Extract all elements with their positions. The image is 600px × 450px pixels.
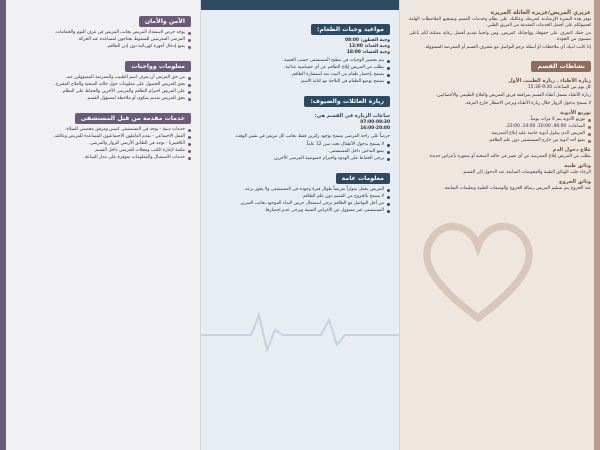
visits-description: حرصاً على راحة المرضى يسمح بوجود زائرين فقط بجانب كل مريض في نفس الوقت. xyxy=(234,134,390,139)
list-item: يمنع إدخال أجهزة كهربائية دون إذن الطاقم. xyxy=(9,44,191,50)
safety-title: الأمن والأمان xyxy=(139,16,191,27)
list-item: يحق للمريض تقديم شكوى أو ملاحظة لمسؤول القسم. xyxy=(9,96,191,102)
general-title: معلومات عامة xyxy=(336,173,390,184)
intro-paragraph-1: توفر هذه النشرة الإرشادية لتعريفك وعائلتك على نظام وخدمات القسم وتشجيع الملاحظات الهامة لحصولكم على أفضل الخدمات المقدمة من الفريق الطبي. xyxy=(409,17,591,28)
meals-schedule xyxy=(210,38,390,56)
list-item: يتم تحضير الوجبات في مطبخ المستشفى حسب الحمية. xyxy=(210,58,390,64)
meals-title: مواعيد وجبات الطعام: xyxy=(311,24,390,35)
list-item: يسمح بوضع الطعام في الثلاجة مع كتابة الاسم. xyxy=(210,79,390,85)
list-item: يحق للمريض الحصول على معلومات حول حالته الصحية والعلاج المقترح. xyxy=(9,82,191,88)
list-item: المرضى المعرضين للسقوط يحتاجون لمساعدة عند الحركة. xyxy=(9,37,191,43)
right-panel xyxy=(400,0,600,450)
greeting-title: عزيزي المريض/عزيزة العائلة المريزة xyxy=(490,10,591,16)
list-item: من أجل التواصل مع الطاقم يرجى استعمال جرس النداء الموجود بجانب السرير. xyxy=(210,201,390,207)
extra-services-title: خدمات مقدمة من قبل المستشفى xyxy=(75,113,191,124)
duties-title: معلومات وواجبات xyxy=(125,61,191,72)
visit-description: زيارة الأطباء تشمل أطباء القسم بمرافقة فريق التمريض والعلاج الطبيعي والأخصائيين. xyxy=(435,93,591,98)
visits-subtitle: ساعات الزيارة في القسم هي: xyxy=(314,113,390,119)
visit-note: لا يسمح بدخول الزوار خلال زيارة الأطباء ويرجى الانتظار خارج الغرفة. xyxy=(464,101,591,106)
list-item: يرجى الحفاظ على الهدوء واحترام خصوصية المرضى الآخرين. xyxy=(210,156,390,162)
meal-label: وجبة الفطور: xyxy=(360,38,390,43)
list-item: مكتبة لإعارة الكتب ومجلات للمرضى داخل القسم. xyxy=(9,148,191,154)
duties-list xyxy=(9,75,191,102)
ecg-watermark-icon xyxy=(201,300,400,360)
meal-time: 12:00 xyxy=(348,44,363,49)
meal-time: 08:00 xyxy=(344,38,359,43)
visits-title: زيارة العائلات والضيوف: xyxy=(304,96,390,107)
exit-description: عند الخروج يتم تسليم المريض رسالة الخروج والوصفات الطبية وتعليمات المتابعة. xyxy=(443,186,591,191)
heart-watermark-icon xyxy=(418,215,538,325)
list-item: يمنع أخذ أدوية من خارج المستشفى دون علم الطاقم. xyxy=(409,138,591,144)
middle-panel xyxy=(200,0,400,450)
visits-list xyxy=(210,142,390,162)
list-item: يسمح بإحضار طعام من البيت بعد استشارة الطاقم. xyxy=(210,72,390,78)
list-item: المريض الذي يتناول أدوية خاصة عليه إبلاغ الممرضة. xyxy=(409,131,591,137)
meal-label: وجبة الغداء: xyxy=(364,44,390,49)
exit-subtitle: وثائق الخروج xyxy=(558,179,591,185)
left-panel xyxy=(0,0,200,450)
services-title: نشاطات القسم xyxy=(531,61,591,72)
fluids-subtitle: علاج دخول الدم xyxy=(552,147,591,153)
visit-times: كل يوم بين الساعات 9:30-15:30 xyxy=(527,85,591,90)
meds-list xyxy=(409,117,591,144)
meal-label: وجبة العشاء: xyxy=(362,50,390,55)
fluids-description: يطلب من المريض إبلاغ الممرضة عن أي تغيير في حالته الصحية أو شعوره بأعراض جديدة. xyxy=(428,154,591,159)
list-item: خدمات دينية - يوجد في المستشفى كنيس ومرفق مخصص للصلاة. xyxy=(9,127,191,133)
visits-time-2: 16:00-20:00 xyxy=(360,126,390,131)
meal-time: 18:00 xyxy=(346,50,361,55)
visit-subtitle: زيارة الأطباء ـ زيارة الطبيب الأول xyxy=(508,78,591,84)
list-item: يمنع التدخين داخل المستشفى. xyxy=(210,149,390,155)
list-item: الكافيتريا - توجد في الطابق الأرضي للزوار والمرضى. xyxy=(9,141,191,147)
list-item: المريض يحمل سواراً تعريفياً طوال فترة وجوده في المستشفى ولا يجوز نزعه. xyxy=(210,187,390,193)
docs-description: الرجاء جلب الوثائق الطبية والفحوصات السابقة عند الدخول إلى القسم. xyxy=(462,170,591,175)
list-item: العمل الاجتماعي - يقدم العاملون الاجتماعيون المساعدة للمريض وعائلته. xyxy=(9,134,191,140)
general-list xyxy=(210,187,390,214)
list-item: الساعات: 06:00، 10:00، 14:00، 22:00. xyxy=(409,124,591,130)
list-item: على المريض احترام الطاقم والمرضى الآخرين والحفاظ على النظام. xyxy=(9,89,191,95)
safety-list xyxy=(9,30,191,50)
list-item: المستشفى غير مسؤول عن الأغراض الثمينة ويرجى عدم إحضارها. xyxy=(210,208,390,214)
list-item: توزيع الأدوية يتم 4 مرات يومياً. xyxy=(409,117,591,123)
list-item: يطلب من المريض إبلاغ الطاقم عن أي حساسية غذائية. xyxy=(210,65,390,71)
docs-subtitle: وثائق طبية xyxy=(564,163,591,169)
list-item: يوجد حرص لاستعداد المريض بجانب المريض في غرف النوم والحمامات. xyxy=(9,30,191,36)
visits-time-1: 07:00-09:30 xyxy=(360,120,390,125)
intro-paragraph-3: إذا كانت لديك أي ملاحظات أو أسئلة نرجو التواصل مع مشرف القسم أو الممرضة المسؤولة. xyxy=(424,45,591,50)
list-item: من حق المريض أن يعرف اسم الطبيب والممرضة المسؤولين عنه. xyxy=(9,75,191,81)
meal-row xyxy=(210,50,390,56)
meals-list xyxy=(210,58,390,85)
intro-paragraph-2: من حقك التعرف على حقوقك وواجباتك كمريض، ومن واجبنا تقديم أفضل رعاية ممكنة لكم بأعلى مستوى من الجودة. xyxy=(409,31,591,42)
list-item: لا يسمح بدخول الأطفال تحت سن 12 عاماً. xyxy=(210,142,390,148)
meds-subtitle: توزيع الأدوية xyxy=(560,110,591,116)
extra-services-list xyxy=(9,127,191,161)
list-item: لا يسمح بالخروج من القسم دون علم الطاقم. xyxy=(210,194,390,200)
list-item: خدمات الاستقبال والمعلومات متوفرة على مدار الساعة. xyxy=(9,155,191,161)
